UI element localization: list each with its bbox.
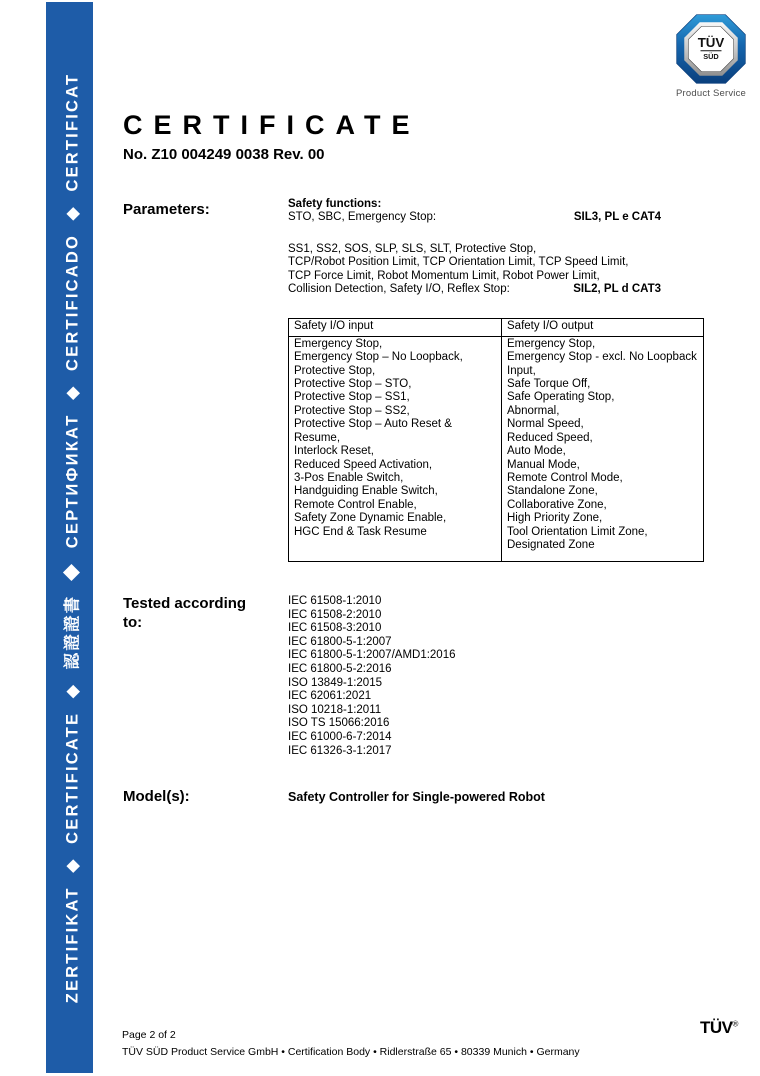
list-line: ISO 10218-1:2011 <box>288 703 382 716</box>
list-line: Tool Orientation Limit Zone, <box>507 525 648 538</box>
list-line: Emergency Stop - excl. No Loopback Input, <box>507 351 697 377</box>
list-line: 3-Pos Enable Switch, <box>294 471 404 484</box>
tested-according-label: Tested according to: <box>123 595 247 631</box>
list-line: Emergency Stop – No Loopback, <box>294 351 463 364</box>
page-number: Page 2 of 2 <box>122 1029 176 1041</box>
list-line: Emergency Stop, <box>507 337 596 350</box>
safety-io-table <box>288 318 704 562</box>
tuv-sud-logo <box>672 14 750 99</box>
list-line: IEC 61800-5-1:2007/AMD1:2016 <box>288 649 456 662</box>
list-line: High Priority Zone, <box>507 512 603 525</box>
tuv-sud-octagon-icon <box>676 14 746 84</box>
list-line: IEC 61000-6-7:2014 <box>288 730 392 743</box>
table-header-row <box>289 319 704 336</box>
models-value: Safety Controller for Single-powered Robot <box>288 790 545 804</box>
list-line: Interlock Reset, <box>294 445 374 458</box>
list-line: TCP/Robot Position Limit, TCP Orientation Limit, TCP Speed Limit, <box>288 256 629 269</box>
list-line: Protective Stop – SS2, <box>294 404 410 417</box>
safety-function-block <box>288 243 704 283</box>
safety-function-rating-row <box>288 211 661 224</box>
safety-function-list: STO, SBC, Emergency Stop: <box>288 211 437 224</box>
list-line: Safe Operating Stop, <box>507 391 615 404</box>
logo-caption: Product Service <box>675 88 747 99</box>
list-line: IEC 61508-2:2010 <box>288 608 382 621</box>
table-body-row <box>289 336 704 562</box>
tuv-wordmark: TÜV® <box>700 1018 738 1037</box>
list-line: Protective Stop – Auto Reset & Resume, <box>294 418 452 444</box>
page-title: CERTIFICATE <box>123 110 421 140</box>
svg-text:TÜV: TÜV <box>697 34 725 50</box>
registered-mark: ® <box>732 1019 738 1029</box>
list-line: IEC 61800-5-1:2007 <box>288 635 392 648</box>
list-line: Safety Zone Dynamic Enable, <box>294 512 447 525</box>
list-line: Auto Mode, <box>507 445 566 458</box>
list-line: ISO 13849-1:2015 <box>288 676 382 689</box>
io-input-cell <box>289 336 502 562</box>
list-line: IEC 61508-1:2010 <box>288 595 382 607</box>
models-label: Model(s): <box>123 788 190 805</box>
safety-function-list-2: Collision Detection, Safety I/O, Reflex Stop: <box>288 283 510 296</box>
list-line: IEC 61326-3-1:2017 <box>288 744 392 757</box>
list-line: Standalone Zone, <box>507 485 598 498</box>
svg-text:SÜD: SÜD <box>703 52 719 62</box>
safety-rating: SIL3, PL e CAT4 <box>573 211 661 224</box>
list-line: SS1, SS2, SOS, SLP, SLS, SLT, Protective Stop, <box>288 242 537 255</box>
list-line: IEC 62061:2021 <box>288 690 372 703</box>
parameters-content <box>288 198 704 562</box>
list-line: Protective Stop – SS1, <box>294 391 410 404</box>
company-address-line: TÜV SÜD Product Service GmbH • Certification Body • Ridlerstraße 65 • 80339 Munich • Germany <box>122 1046 580 1058</box>
list-line: Remote Control Enable, <box>294 498 417 511</box>
list-line: TCP Force Limit, Robot Momentum Limit, Robot Power Limit, <box>288 269 600 282</box>
list-line: IEC 61508-3:2010 <box>288 622 382 635</box>
list-line: IEC 61800-5-2:2016 <box>288 662 392 675</box>
list-line: Protective Stop, <box>294 364 376 377</box>
certificate-side-band <box>46 2 93 1073</box>
list-line: Safe Torque Off, <box>507 378 591 391</box>
safety-functions-heading: Safety functions: <box>288 198 382 210</box>
list-line: HGC End & Task Resume <box>294 525 427 538</box>
safety-rating-2: SIL2, PL d CAT3 <box>573 283 661 296</box>
io-output-cell <box>502 336 704 562</box>
list-line: Abnormal, <box>507 404 560 417</box>
io-output-header: Safety I/O output <box>502 319 704 336</box>
list-line: ISO TS 15066:2016 <box>288 717 390 730</box>
certificate-number: No. Z10 004249 0038 Rev. 00 <box>123 146 325 163</box>
list-line: Reduced Speed Activation, <box>294 458 433 471</box>
list-line: Collaborative Zone, <box>507 498 607 511</box>
list-line: Handguiding Enable Switch, <box>294 485 438 498</box>
safety-function-rating-row-2 <box>288 283 661 296</box>
list-line: Reduced Speed, <box>507 431 593 444</box>
list-line: Protective Stop – STO, <box>294 378 412 391</box>
list-line: Designated Zone <box>507 538 595 551</box>
list-line: Manual Mode, <box>507 458 580 471</box>
list-line: Emergency Stop, <box>294 337 383 350</box>
parameters-label: Parameters: <box>123 201 210 218</box>
side-band-vertical-text: ZERTIFIKAT ◆ CERTIFICATE ◆ 認證證書 ◆ СЕРТИФИКАТ ◆ CERTIFICADO ◆ CERTIFICAT <box>62 72 81 1003</box>
standards-list <box>288 595 456 758</box>
list-line: Remote Control Mode, <box>507 471 623 484</box>
io-input-header: Safety I/O input <box>289 319 502 336</box>
list-line: Normal Speed, <box>507 418 584 431</box>
